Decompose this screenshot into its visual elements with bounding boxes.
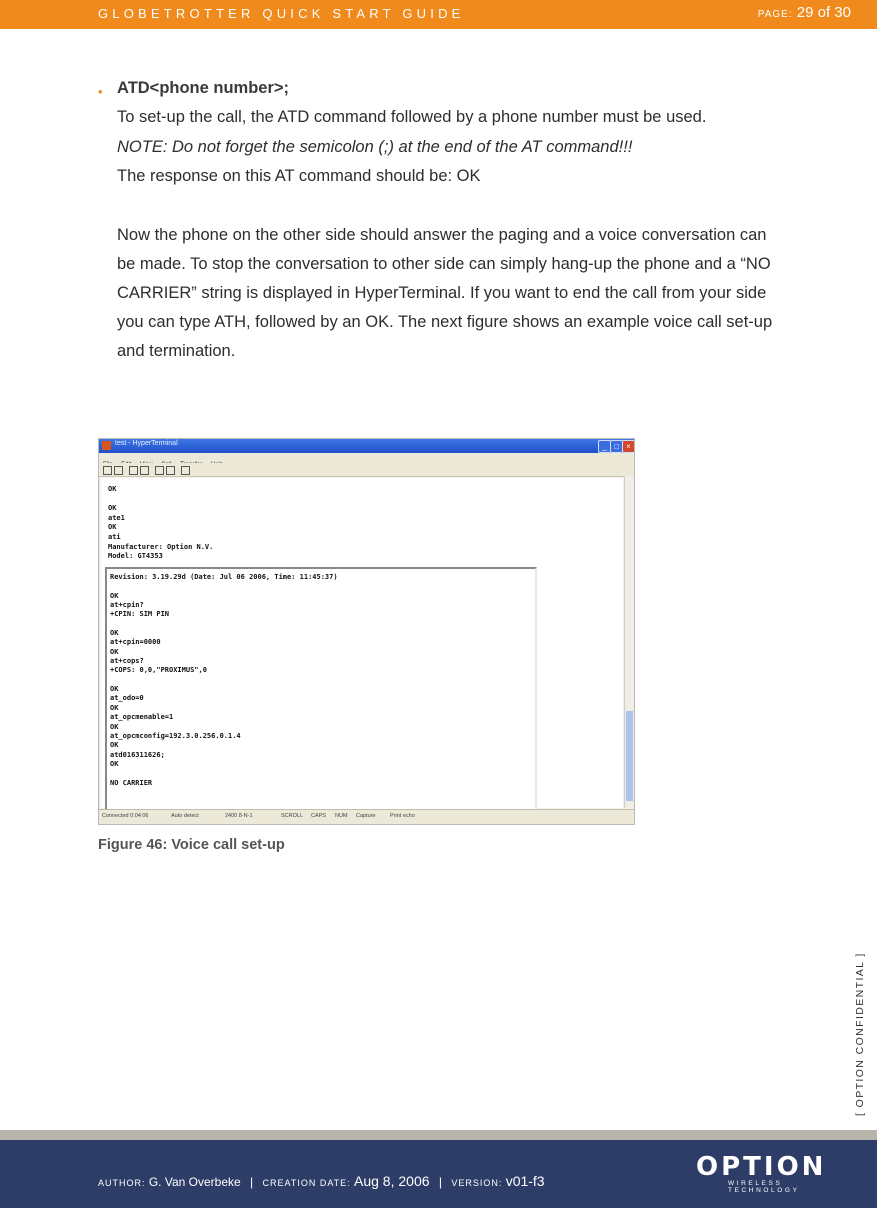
separator: | <box>250 1175 254 1189</box>
author-label: AUTHOR: <box>98 1178 146 1188</box>
confidential-text: [ OPTION CONFIDENTIAL ] <box>854 952 866 1116</box>
footer-band <box>0 1130 877 1140</box>
status-baud: 2400 8-N-1 <box>225 813 253 819</box>
status-capture: Capture <box>356 813 376 819</box>
author-name: G. Van Overbeke <box>148 1175 241 1189</box>
connect-icon <box>129 466 138 475</box>
new-icon <box>103 466 112 475</box>
page-label: PAGE: <box>757 9 793 20</box>
bullet-icon: • <box>98 84 103 99</box>
scrollbar-thumb <box>626 711 633 801</box>
date-label: CREATION DATE: <box>262 1178 351 1188</box>
app-icon <box>102 441 111 450</box>
status-scroll: SCROLL <box>281 813 304 819</box>
logo-tagline: WIRELESS TECHNOLOGY <box>728 1180 800 1194</box>
separator: | <box>438 1175 442 1189</box>
option-logo <box>696 1152 851 1194</box>
disconnect-icon <box>140 466 149 475</box>
minimize-icon: _ <box>598 440 611 453</box>
vertical-scrollbar <box>624 476 634 808</box>
status-caps: CAPS <box>311 813 326 819</box>
response-line: The response on this AT command should be: OK <box>117 167 481 185</box>
creation-date: Aug 8, 2006 <box>354 1173 430 1189</box>
window-title: test - HyperTerminal <box>115 440 178 447</box>
terminal-inner-window <box>105 567 537 817</box>
terminal-inner-output: Revision: 3.19.29d (Date: Jul 06 2006, Time: 11:45:37) OK at+cpin? +CPIN: SIM PIN OK at+cpin=0000 OK at+cops? +COPS: 0,0,"PROXIMUS",0 OK at_odo=0 OK at_opcmenable=1 OK at_opcmconfig=192.3.0.256.0.1.4 OK atd016311626; OK NO CARRIER <box>110 573 338 787</box>
hyperterminal-screenshot <box>98 438 635 825</box>
logo-wordmark: OPTION <box>696 1152 827 1182</box>
note-line: NOTE: Do not forget the semicolon (;) at the end of the AT command!!! <box>117 138 633 156</box>
open-icon <box>114 466 123 475</box>
footer <box>0 1140 877 1208</box>
confidential-mark <box>841 952 866 1116</box>
send-icon <box>155 466 164 475</box>
status-bar <box>99 809 634 824</box>
page-number: 29 of 30 <box>796 4 851 21</box>
toolbar <box>99 463 634 477</box>
properties-icon <box>181 466 190 475</box>
version-value: v01-f3 <box>505 1173 545 1189</box>
maximize-icon: □ <box>610 440 623 453</box>
version-label: VERSION: <box>451 1178 503 1188</box>
figure-caption: Figure 46: Voice call set-up <box>98 837 285 853</box>
command-heading: ATD<phone number>; <box>117 79 290 97</box>
status-num: NUM <box>335 813 348 819</box>
footer-meta <box>98 1173 545 1189</box>
window-titlebar <box>99 439 634 453</box>
menu-bar <box>99 453 634 463</box>
status-detect: Auto detect <box>171 813 199 819</box>
page-indicator <box>758 4 851 21</box>
document-title: GLOBETROTTER QUICK START GUIDE <box>98 6 465 21</box>
status-print-echo: Print echo <box>390 813 415 819</box>
header-bar <box>0 0 877 29</box>
body-paragraph: Now the phone on the other side should answer the paging and a voice conversation can be made. To stop the conversation to other side can simply hang-up the phone and a “NO CARRIER” string is displayed in HyperTerminal. If you want to end the call from your side you can type ATH, followed by an OK. The next figure shows an example voice call set-up and termination. <box>117 226 773 360</box>
status-connected: Connected 0:04:06 <box>102 813 149 819</box>
close-icon: × <box>622 440 635 453</box>
instruction-line: To set-up the call, the ATD command followed by a phone number must be used. <box>117 108 707 126</box>
receive-icon <box>166 466 175 475</box>
terminal-output: OK OK ate1 OK ati Manufacturer: Option N.V. Model: GT4353 <box>108 485 214 561</box>
